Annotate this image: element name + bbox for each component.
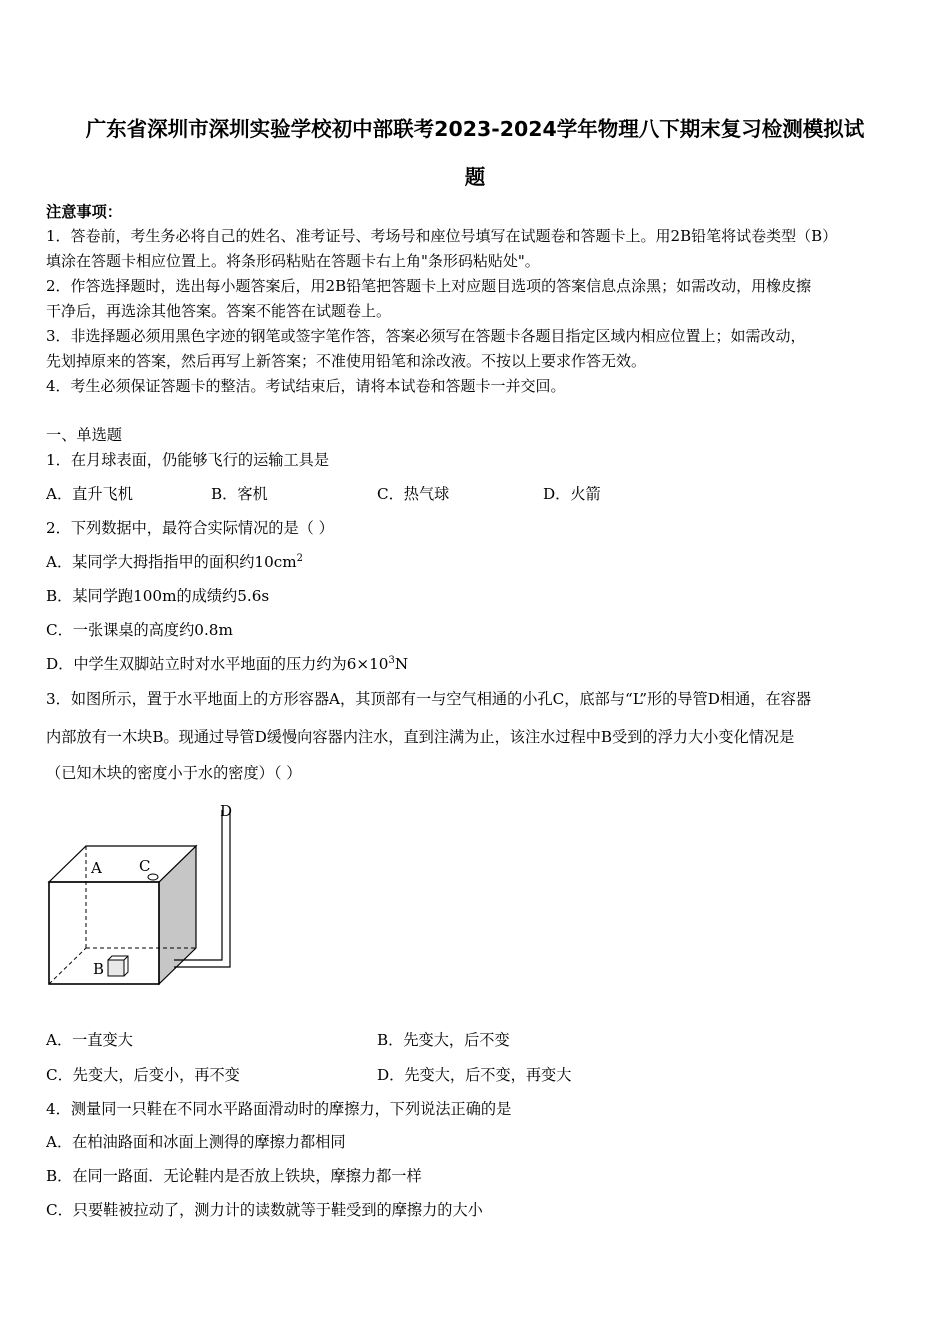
q2-option-d-unit: N bbox=[394, 655, 409, 673]
notice-line: 干净后，再选涂其他答案。答案不能答在试题卷上。 bbox=[46, 302, 392, 320]
q2-option-c: C．一张课桌的高度约0.8m bbox=[46, 621, 233, 639]
page-title: 广东省深圳市深圳实验学校初中部联考2023-2024学年物理八下期末复习检测模拟试 bbox=[85, 117, 865, 141]
question-3-stem-line: （已知木块的密度小于水的密度）（ ） bbox=[46, 764, 302, 782]
q1-option-c: C．热气球 bbox=[377, 485, 450, 503]
q3-option-b: B．先变大，后不变 bbox=[377, 1031, 510, 1049]
label-a: A bbox=[91, 859, 102, 877]
notice-line: 4．考生必须保证答题卡的整洁。考试结束后，请将本试卷和答题卡一并交回。 bbox=[46, 377, 566, 395]
question-2-stem: 2．下列数据中，最符合实际情况的是（ ） bbox=[46, 519, 334, 537]
q4-option-b: B．在同一路面．无论鞋内是否放上铁块，摩擦力都一样 bbox=[46, 1167, 422, 1185]
label-b: B bbox=[93, 960, 105, 978]
q3-option-c: C．先变大，后变小，再不变 bbox=[46, 1066, 240, 1084]
wood-block-b-edge bbox=[124, 956, 128, 960]
question-4-stem: 4．测量同一只鞋在不同水平路面滑动时的摩擦力，下列说法正确的是 bbox=[46, 1100, 512, 1118]
q1-option-a: A．直升飞机 bbox=[46, 485, 133, 503]
q4-option-c: C．只要鞋被拉动了，测力计的读数就等于鞋受到的摩擦力的大小 bbox=[46, 1201, 483, 1219]
section-heading: 一、单选题 bbox=[46, 426, 122, 444]
q3-option-a: A．一直变大 bbox=[46, 1031, 133, 1049]
q1-option-b: B．客机 bbox=[211, 485, 268, 503]
page-title-continued: 题 bbox=[464, 165, 486, 189]
q2-option-a-sup: 2 bbox=[296, 553, 304, 564]
notice-line: 2．作答选择题时，选出每小题答案后，用2B铅笔把答题卡上对应题目选项的答案信息点涂黑；如需改动，用橡皮擦 bbox=[46, 277, 812, 295]
notice-line: 3．非选择题必须用黑色字迹的钢笔或签字笔作答，答案必须写在答题卡各题目指定区域内相应位置上；如需改动， bbox=[46, 327, 806, 345]
label-d: D bbox=[220, 802, 233, 820]
q3-option-d: D．先变大，后不变，再变大 bbox=[377, 1066, 572, 1084]
question-3-stem-line: 内部放有一木块B。现通过导管D缓慢向容器内注水，直到注满为止，该注水过程中B受到的浮力大小变化情况是 bbox=[46, 728, 795, 746]
question-3-stem-line: 3．如图所示，置于水平地面上的方形容器A，其顶部有一与空气相通的小孔C，底部与“L”形的导管D相通，在容器 bbox=[46, 690, 812, 708]
question-1-stem: 1．在月球表面，仍能够飞行的运输工具是 bbox=[46, 451, 330, 469]
q2-option-d-text: D．中学生双脚站立时对水平地面的压力约为6×10 bbox=[46, 655, 389, 673]
q2-option-d bbox=[46, 654, 408, 674]
q3-container-figure bbox=[44, 798, 244, 998]
notice-line: 先划掉原来的答案，然后再写上新答案；不准使用铅笔和涂改液。不按以上要求作答无效。 bbox=[46, 352, 647, 370]
q1-option-d: D．火箭 bbox=[543, 485, 601, 503]
q2-option-a-text: A．某同学大拇指指甲的面积约10cm bbox=[46, 553, 297, 571]
q2-option-a bbox=[46, 552, 303, 572]
q2-option-d-sup: 3 bbox=[388, 655, 395, 666]
notice-heading: 注意事项： bbox=[46, 203, 122, 221]
label-c: C bbox=[139, 857, 151, 875]
wood-block-b bbox=[108, 960, 124, 976]
hidden-edge bbox=[49, 948, 86, 984]
notice-line: 填涂在答题卡相应位置上。将条形码粘贴在答题卡右上角"条形码粘贴处"。 bbox=[46, 252, 540, 270]
q2-option-b: B．某同学跑100m的成绩约5.6s bbox=[46, 587, 270, 605]
q3-figure-svg bbox=[44, 798, 244, 998]
q4-option-a: A．在柏油路面和冰面上测得的摩擦力都相同 bbox=[46, 1133, 346, 1151]
notice-line: 1．答卷前，考生务必将自己的姓名、准考证号、考场号和座位号填写在试题卷和答题卡上。用2B铅笔将试卷类型（B） bbox=[46, 227, 838, 245]
